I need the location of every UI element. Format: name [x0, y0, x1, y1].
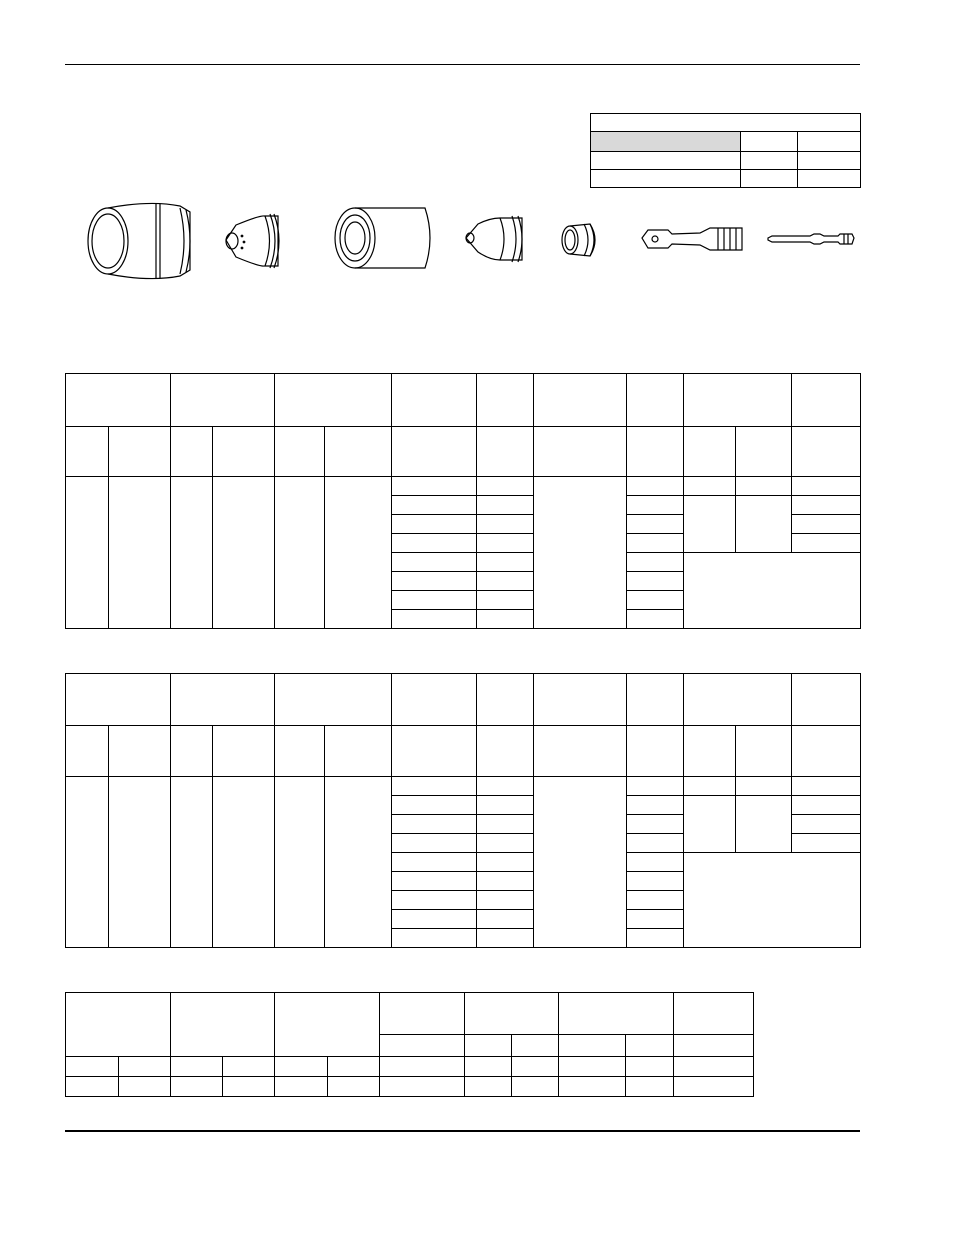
data-cell — [119, 1077, 171, 1097]
data-cell — [66, 1077, 119, 1097]
data-cell — [792, 477, 861, 496]
data-cell — [171, 777, 213, 948]
data-cell — [477, 591, 534, 610]
subheader-cell — [213, 427, 275, 477]
header-cell — [275, 374, 392, 427]
data-cell — [684, 777, 736, 796]
header-cell — [534, 674, 627, 726]
data-cell — [392, 777, 477, 796]
data-cell — [109, 477, 171, 629]
parts-table-2 — [65, 673, 861, 948]
subheader-cell — [275, 726, 325, 777]
data-cell — [627, 853, 684, 872]
data-cell — [684, 853, 861, 948]
header-cell — [380, 993, 465, 1035]
data-cell — [392, 572, 477, 591]
data-cell — [627, 572, 684, 591]
header-cell — [275, 674, 392, 726]
header-rule — [65, 64, 860, 65]
subheader-cell — [325, 726, 392, 777]
subheader-cell — [171, 427, 213, 477]
data-cell — [736, 477, 792, 496]
data-cell — [627, 796, 684, 815]
subheader-cell — [325, 427, 392, 477]
header-cell — [392, 374, 477, 427]
header-cell — [792, 374, 861, 427]
consumable-parts-illustration — [60, 190, 860, 300]
data-cell — [627, 610, 684, 629]
shield-cap-part-icon — [226, 214, 279, 268]
subheader-cell — [477, 726, 534, 777]
legend-cell — [798, 132, 861, 152]
data-cell — [392, 534, 477, 553]
data-cell — [392, 834, 477, 853]
header-cell — [559, 993, 674, 1035]
header-cell — [534, 374, 627, 427]
subheader-cell — [512, 1035, 559, 1057]
data-cell — [627, 834, 684, 853]
shield-part-icon — [88, 203, 190, 278]
data-cell — [119, 1057, 171, 1077]
parts-table-1 — [65, 373, 861, 629]
legend-cell — [741, 170, 798, 188]
data-cell — [325, 477, 392, 629]
data-cell — [392, 496, 477, 515]
data-cell — [275, 777, 325, 948]
data-cell — [792, 496, 861, 515]
data-cell — [626, 1077, 674, 1097]
data-cell — [684, 553, 861, 629]
data-cell — [392, 796, 477, 815]
legend-cell — [591, 152, 741, 170]
data-cell — [392, 815, 477, 834]
data-cell — [477, 572, 534, 591]
data-cell — [627, 496, 684, 515]
header-cell — [674, 993, 754, 1035]
data-cell — [275, 1077, 328, 1097]
header-cell — [477, 374, 534, 427]
subheader-cell — [559, 1035, 626, 1057]
data-cell — [465, 1077, 512, 1097]
data-cell — [392, 910, 477, 929]
legend-cell — [591, 170, 741, 188]
data-cell — [627, 515, 684, 534]
data-cell — [736, 496, 792, 553]
header-cell — [627, 374, 684, 427]
header-cell — [684, 374, 792, 427]
data-cell — [477, 834, 534, 853]
header-cell — [275, 993, 380, 1057]
subheader-cell — [213, 726, 275, 777]
subheader-cell — [392, 427, 477, 477]
data-cell — [674, 1057, 754, 1077]
data-cell — [477, 610, 534, 629]
header-cell — [171, 993, 275, 1057]
data-cell — [275, 1057, 328, 1077]
data-cell — [512, 1077, 559, 1097]
header-cell — [477, 674, 534, 726]
header-cell — [171, 374, 275, 427]
data-cell — [171, 1077, 223, 1097]
data-cell — [534, 777, 627, 948]
subheader-cell — [674, 1035, 754, 1057]
nozzle-part-icon — [466, 216, 522, 262]
data-cell — [392, 553, 477, 572]
subheader-cell — [66, 427, 109, 477]
data-cell — [392, 891, 477, 910]
data-cell — [171, 1057, 223, 1077]
legend-cell — [798, 152, 861, 170]
legend-title-cell — [591, 114, 861, 132]
data-cell — [627, 815, 684, 834]
data-cell — [328, 1077, 380, 1097]
subheader-cell — [736, 427, 792, 477]
data-cell — [792, 796, 861, 815]
data-cell — [627, 591, 684, 610]
header-cell — [627, 674, 684, 726]
data-cell — [213, 777, 275, 948]
subheader-cell — [627, 726, 684, 777]
data-cell — [477, 815, 534, 834]
subheader-cell — [380, 1035, 465, 1057]
data-cell — [223, 1077, 275, 1097]
data-cell — [275, 477, 325, 629]
data-cell — [392, 853, 477, 872]
data-cell — [559, 1057, 626, 1077]
data-cell — [392, 515, 477, 534]
data-cell — [392, 610, 477, 629]
data-cell — [792, 534, 861, 553]
data-cell — [736, 777, 792, 796]
data-cell — [792, 834, 861, 853]
data-cell — [534, 477, 627, 629]
data-cell — [627, 777, 684, 796]
retaining-cap-part-icon — [335, 208, 430, 268]
data-cell — [477, 872, 534, 891]
data-cell — [627, 553, 684, 572]
subheader-cell — [392, 726, 477, 777]
subheader-cell — [736, 726, 792, 777]
subheader-cell — [534, 427, 627, 477]
water-tube-part-icon — [768, 234, 854, 244]
data-cell — [674, 1077, 754, 1097]
data-cell — [627, 477, 684, 496]
subheader-cell — [275, 427, 325, 477]
data-cell — [792, 815, 861, 834]
header-cell — [66, 993, 171, 1057]
data-cell — [325, 777, 392, 948]
data-cell — [477, 910, 534, 929]
data-cell — [66, 477, 109, 629]
data-cell — [477, 477, 534, 496]
header-cell — [792, 674, 861, 726]
legend-header-cell — [591, 132, 741, 152]
subheader-cell — [792, 726, 861, 777]
swirl-ring-part-icon — [562, 224, 595, 256]
subheader-cell — [477, 427, 534, 477]
data-cell — [392, 591, 477, 610]
data-cell — [392, 929, 477, 948]
subheader-cell — [627, 427, 684, 477]
data-cell — [559, 1077, 626, 1097]
data-cell — [477, 534, 534, 553]
data-cell — [792, 515, 861, 534]
subheader-cell — [109, 427, 171, 477]
data-cell — [328, 1057, 380, 1077]
data-cell — [477, 777, 534, 796]
legend-cell — [741, 132, 798, 152]
subheader-cell — [465, 1035, 512, 1057]
legend-table — [590, 113, 861, 188]
data-cell — [684, 477, 736, 496]
data-cell — [380, 1057, 465, 1077]
data-cell — [627, 929, 684, 948]
header-cell — [66, 374, 171, 427]
data-cell — [380, 1077, 465, 1097]
data-cell — [66, 777, 109, 948]
data-cell — [626, 1057, 674, 1077]
subheader-cell — [171, 726, 213, 777]
data-cell — [736, 796, 792, 853]
data-cell — [465, 1057, 512, 1077]
subheader-cell — [684, 726, 736, 777]
subheader-cell — [684, 427, 736, 477]
data-cell — [392, 477, 477, 496]
data-cell — [477, 796, 534, 815]
data-cell — [792, 777, 861, 796]
subheader-cell — [534, 726, 627, 777]
data-cell — [477, 496, 534, 515]
subheader-cell — [626, 1035, 674, 1057]
electrode-part-icon — [642, 228, 742, 250]
data-cell — [627, 891, 684, 910]
data-cell — [477, 853, 534, 872]
data-cell — [512, 1057, 559, 1077]
data-cell — [392, 872, 477, 891]
data-cell — [627, 910, 684, 929]
data-cell — [477, 515, 534, 534]
data-cell — [213, 477, 275, 629]
data-cell — [627, 534, 684, 553]
subheader-cell — [66, 726, 109, 777]
legend-cell — [798, 170, 861, 188]
data-cell — [171, 477, 213, 629]
data-cell — [477, 553, 534, 572]
data-cell — [223, 1057, 275, 1077]
header-cell — [392, 674, 477, 726]
subheader-cell — [792, 427, 861, 477]
data-cell — [109, 777, 171, 948]
header-cell — [465, 993, 559, 1035]
data-cell — [684, 796, 736, 853]
subheader-cell — [109, 726, 171, 777]
data-cell — [684, 496, 736, 553]
legend-cell — [741, 152, 798, 170]
header-cell — [171, 674, 275, 726]
data-cell — [477, 891, 534, 910]
header-cell — [66, 674, 171, 726]
footer-rule — [65, 1130, 860, 1132]
data-cell — [477, 929, 534, 948]
parts-table-3 — [65, 992, 754, 1097]
data-cell — [627, 872, 684, 891]
data-cell — [66, 1057, 119, 1077]
header-cell — [684, 674, 792, 726]
